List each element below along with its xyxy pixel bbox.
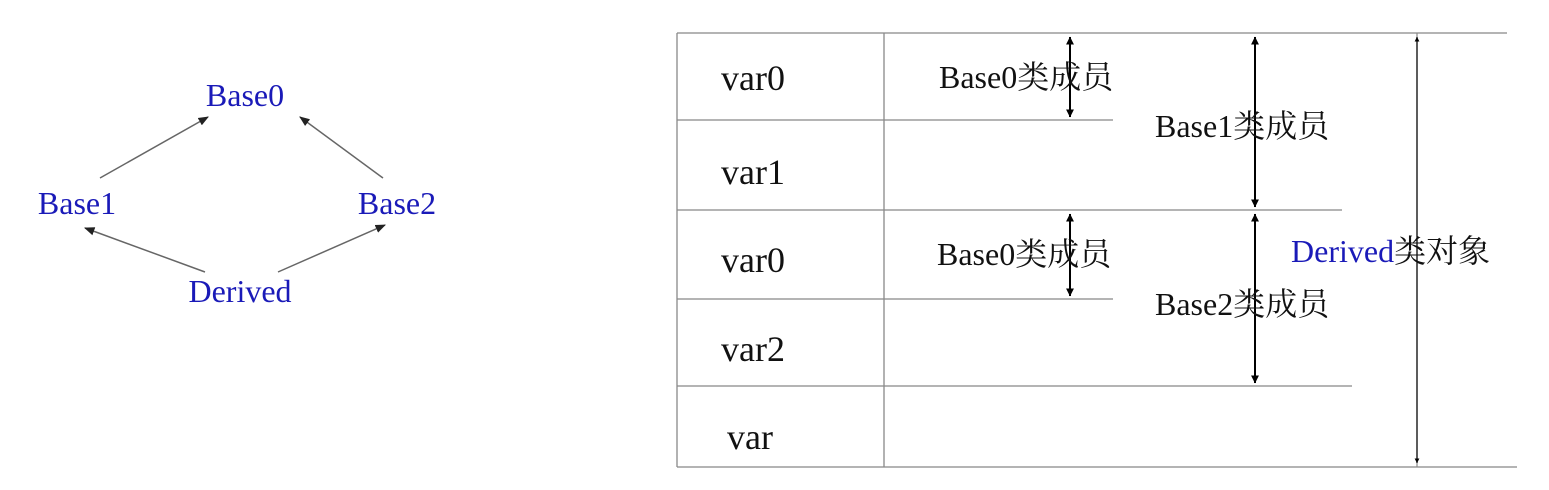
cell-var1: var1 (721, 152, 785, 192)
label-base0-members-bottom: Base0类成员 (937, 236, 1112, 272)
edge-base2-to-base0 (300, 117, 383, 178)
edge-base1-to-base0 (100, 117, 208, 178)
node-base0: Base0 (205, 77, 285, 113)
cell-var2: var2 (721, 329, 785, 369)
edge-derived-to-base1 (85, 228, 205, 272)
label-base2-members: Base2类成员 (1155, 286, 1330, 322)
node-base1: Base1 (37, 185, 117, 221)
span-labels (937, 59, 1490, 322)
cell-var0-top: var0 (721, 58, 785, 98)
edge-derived-to-base2 (278, 225, 385, 272)
cell-var: var (727, 417, 773, 457)
node-derived: Derived (188, 273, 292, 309)
label-base1-members: Base1类成员 (1155, 108, 1330, 144)
layout-cells (721, 58, 785, 457)
inheritance-graph (38, 77, 436, 309)
label-base0-members-top: Base0类成员 (939, 59, 1114, 95)
node-base2: Base2 (357, 185, 437, 221)
label-derived-object: Derived类对象 (1291, 233, 1491, 269)
cell-var0-bottom: var0 (721, 240, 785, 280)
